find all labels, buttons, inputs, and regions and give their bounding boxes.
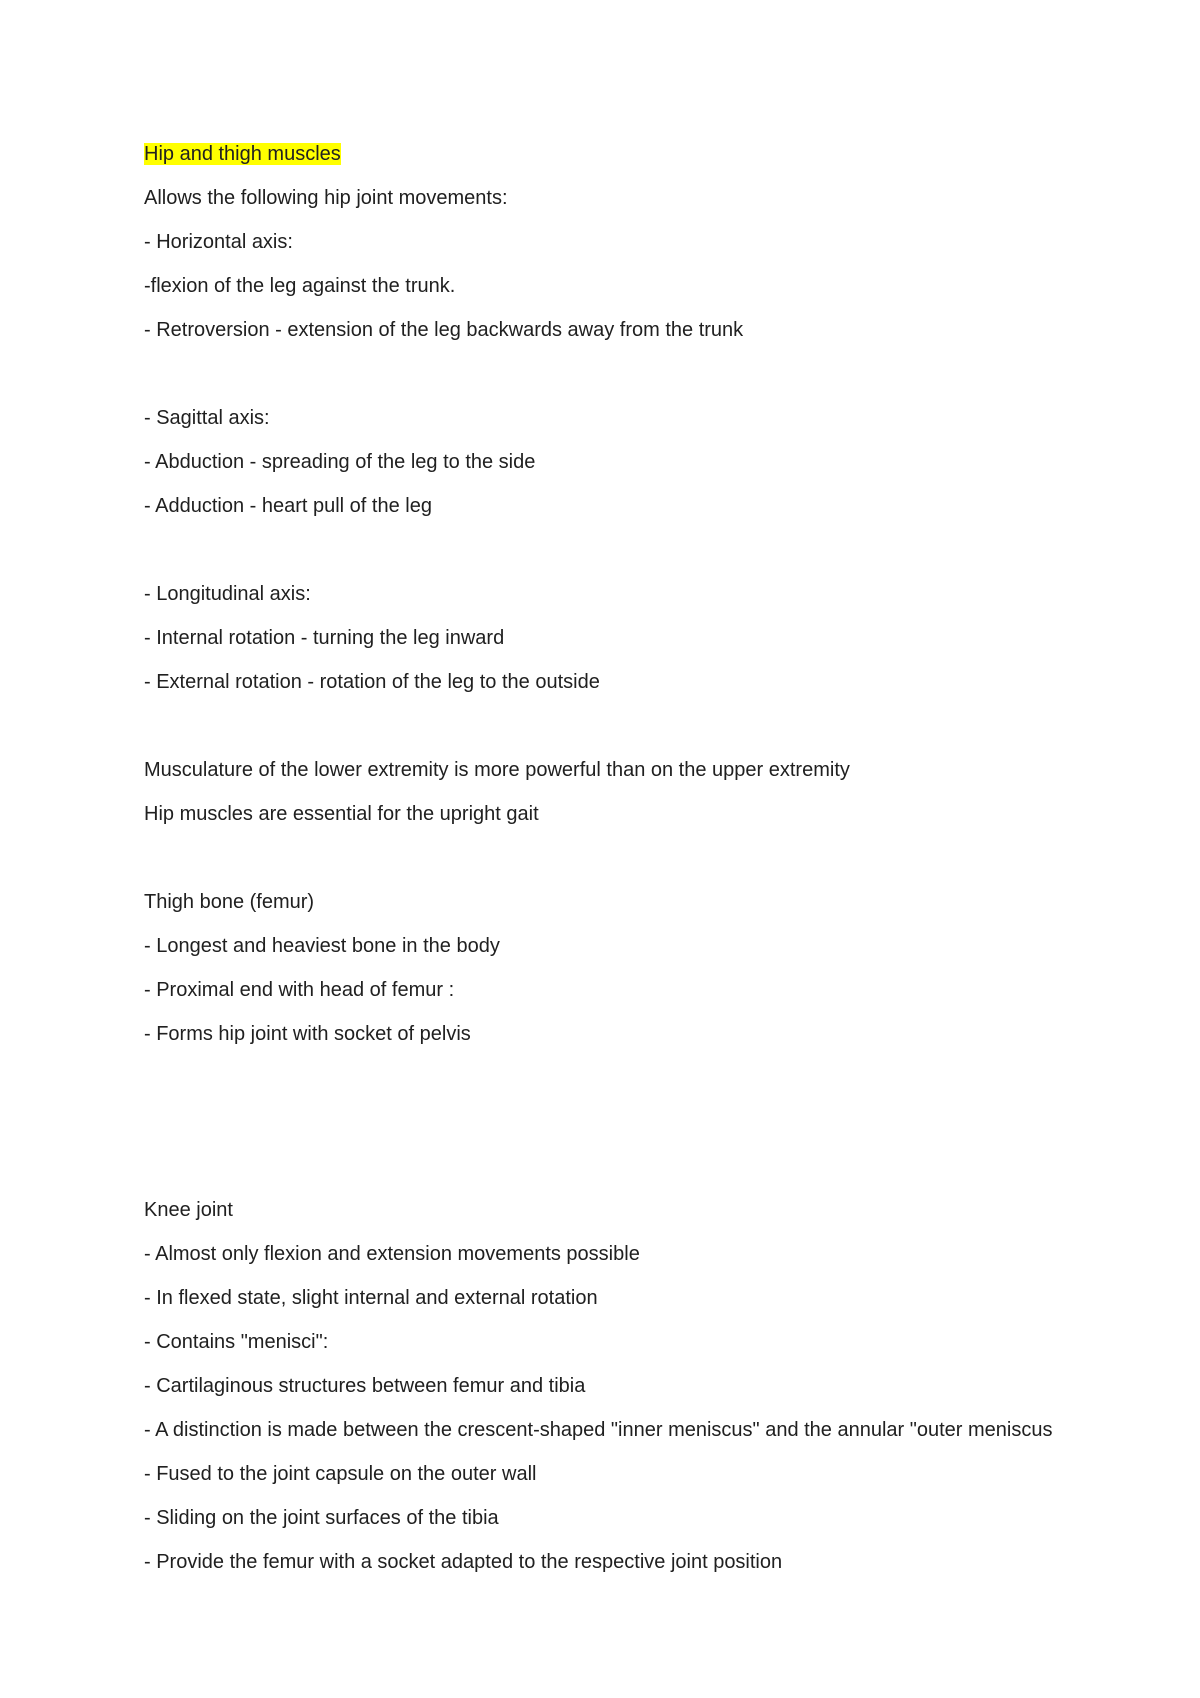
knee-joint-item: - Provide the femur with a socket adapted to the respective joint position (144, 1551, 783, 1573)
knee-joint-item: - Cartilaginous structures between femur and tibia (144, 1375, 586, 1397)
thigh-bone-item: - Forms hip joint with socket of pelvis (144, 1023, 471, 1045)
knee-joint-item: - A distinction is made between the crescent-shaped "inner meniscus" and the annular "outer meniscus (144, 1419, 1053, 1441)
knee-joint-item: - Almost only flexion and extension movements possible (144, 1243, 640, 1265)
horizontal-axis-heading: - Horizontal axis: (144, 231, 293, 253)
knee-joint-item: - Sliding on the joint surfaces of the tibia (144, 1507, 499, 1529)
hip-movements-intro: Allows the following hip joint movements: (144, 187, 508, 209)
blank-line (144, 845, 1074, 889)
horizontal-axis-item: -flexion of the leg against the trunk. (144, 275, 456, 297)
blank-line (144, 361, 1074, 405)
knee-joint-item: - Contains "menisci": (144, 1331, 329, 1353)
sagittal-axis-heading: - Sagittal axis: (144, 407, 270, 429)
horizontal-axis-item: - Retroversion - extension of the leg backwards away from the trunk (144, 319, 744, 341)
blank-line (144, 713, 1074, 757)
knee-joint-heading: Knee joint (144, 1199, 233, 1221)
thigh-bone-item: - Longest and heaviest bone in the body (144, 935, 500, 957)
document-title (144, 141, 1074, 168)
thigh-bone-item: - Proximal end with head of femur : (144, 979, 455, 1001)
sagittal-axis-item: - Abduction - spreading of the leg to the side (144, 451, 536, 473)
musculature-statement: Hip muscles are essential for the upright gait (144, 803, 539, 825)
document-body (144, 141, 1074, 1593)
sagittal-axis-item: - Adduction - heart pull of the leg (144, 495, 432, 517)
blank-line (144, 537, 1074, 581)
longitudinal-axis-item: - Internal rotation - turning the leg inward (144, 627, 505, 649)
longitudinal-axis-item: - External rotation - rotation of the leg to the outside (144, 671, 600, 693)
musculature-statement: Musculature of the lower extremity is more powerful than on the upper extremity (144, 759, 850, 781)
blank-lines (144, 1065, 1074, 1197)
longitudinal-axis-heading: - Longitudinal axis: (144, 583, 311, 605)
knee-joint-item: - Fused to the joint capsule on the outer wall (144, 1463, 537, 1485)
title-highlight: Hip and thigh muscles (144, 143, 341, 165)
knee-joint-item: - In flexed state, slight internal and external rotation (144, 1287, 598, 1309)
thigh-bone-heading: Thigh bone (femur) (144, 891, 315, 913)
